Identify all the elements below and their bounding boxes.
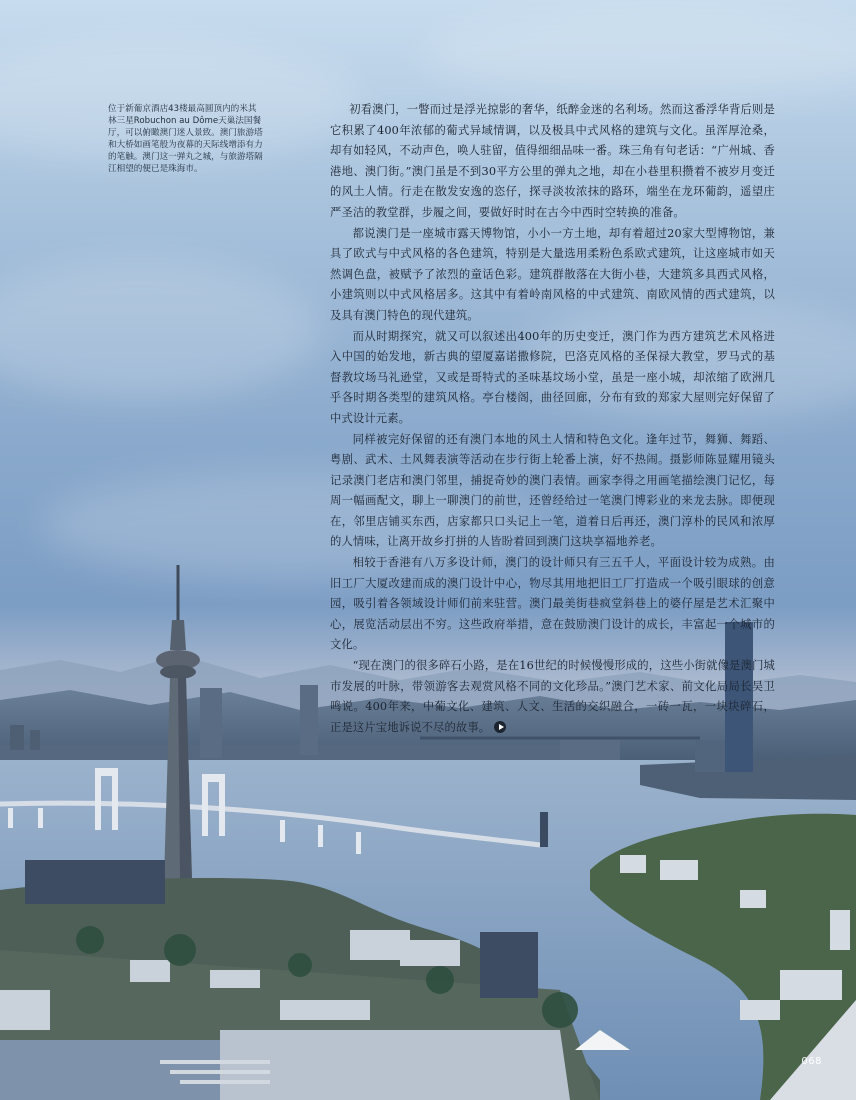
- page-number: 068: [801, 1056, 822, 1067]
- article-paragraph: 相较于香港有八万多设计师，澳门的设计师只有三五千人，平面设计较为成熟。由旧工厂大厦改建而成的澳门设计中心，物尽其用地把旧工厂打造成一个吸引眼球的创意园，吸引着各领域设计师们前来驻营。澳门最美街巷疯堂斜巷上的婆仔屋是艺术汇聚中心，展览活动层出不穷。这些政府举措，意在鼓励澳门设计的成长，丰富起一个城市的文化。: [330, 556, 775, 652]
- article-end-icon: [494, 721, 506, 733]
- article-paragraph-last: [330, 656, 775, 738]
- article-paragraph-text: “现在澳门的很多碎石小路，是在16世纪的时候慢慢形成的，这些小街就像是澳门城市发展的叶脉，带领游客去观赏风格不同的文化珍品。”澳门艺术家、前文化局局长吴卫鸣说。400年来，中葡文化、建筑、人文、生活的交织融合，一砖一瓦，一块块碎石，正是这片宝地诉说不尽的故事。: [330, 659, 775, 734]
- article-paragraph: 初看澳门，一瞥而过是浮光掠影的奢华，纸醉金迷的名利场。然而这番浮华背后则是它积累了400年浓郁的葡式异域情调，以及极具中式风格的建筑与文化。虽浑厚沧桑，却有如轻风，不动声色，唤人驻留，值得细细品味一番。珠三角有句老话：“广州城、香港地、澳门街。”澳门虽是不到30平方公里的弹丸之地，却在小巷里积攒着不被岁月变迁的风土人情。行走在散发安逸的恣仔，探寻淡妆浓抹的路环，端坐在龙环葡韵，遥望庄严圣洁的教堂群，步履之间，要做好时时在古今中西时空转换的准备。: [330, 103, 775, 219]
- article-paragraph: 都说澳门是一座城市露天博物馆，小小一方土地，却有着超过20家大型博物馆，兼具了欧式与中式风格的各色建筑，特别是大量选用柔粉色系欧式建筑，让这座城市如天然调色盘，被赋予了浓烈的童话色彩。建筑群散落在大街小巷，大建筑多具西式风格，小建筑则以中式风格居多。这其中有着岭南风格的中式建筑、南欧风情的西式建筑，以及具有澳门特色的现代建筑。: [330, 226, 775, 322]
- cloud: [0, 260, 320, 400]
- article-paragraph: 而从时期探究，就又可以叙述出400年的历史变迁，澳门作为西方建筑艺术风格进入中国的始发地，新古典的望厦嘉诺撒修院，巴洛克风格的圣保禄大教堂，罗马式的基督教坟场马礼逊堂，又或是哥特式的圣味基坟场小堂，虽是一座小城，却浓缩了欧洲几乎各时期各类型的建筑风格。亭台楼阁，曲径回廊，分布有致的郑家大屋则完好保留了中式设计元素。: [330, 329, 775, 425]
- cloud: [420, 10, 856, 100]
- article-paragraph: 同样被完好保留的还有澳门本地的风土人情和特色文化。逢年过节，舞狮、舞蹈、粤剧、武术、土风舞表演等活动在步行街上轮番上演，好不热闹。摄影师陈显耀用镜头记录澳门老店和澳门邻里，捕捉奇妙的澳门表情。画家李得之用画笔描绘澳门记忆，每周一幅画配文，聊上一聊澳门的前世，还曾经给过一笔澳门博彩业的来龙去脉。即便现在，邻里店铺买东西，店家都只口头记上一笔，道着日后再还，澳门淳朴的民风和浓厚的人情味，让离开故乡打拼的人皆盼着回到澳门这块享福地养老。: [330, 432, 775, 549]
- article-body: [330, 100, 775, 738]
- photo-caption: 位于新葡京酒店43楼最高圆顶内的米其林三星Robuchon au Dôme天巢法国餐厅，可以俯瞰澳门迷人景致。澳门旅游塔和大桥如画笔般为夜幕的天际线增添有力的笔触。澳门这一弹丸之城，与旅游塔隔江相望的便已是珠海市。: [108, 104, 263, 175]
